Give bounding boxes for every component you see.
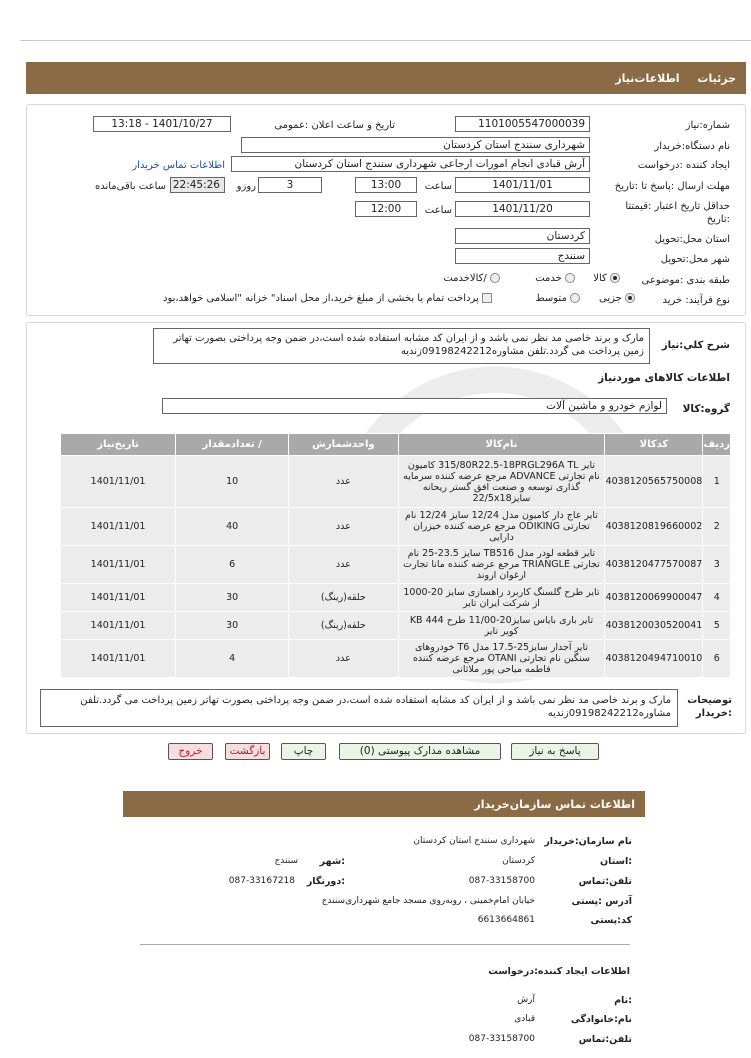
contact-header: اطلاعات تماس سازمان‌خریدار (123, 791, 645, 817)
print-button[interactable]: چاپ (281, 743, 326, 760)
row-unit: حلقه(رینگ) (289, 584, 398, 612)
table-row[interactable] (61, 584, 731, 612)
row-qty: 30 (176, 584, 289, 612)
buyer-org-field: شهرداری سنندج استان کردستان (241, 137, 590, 153)
row-number: 6 (703, 640, 731, 678)
row-qty: 6 (176, 546, 289, 584)
payment-option[interactable] (120, 293, 492, 304)
row-code: 4038120494710010 (605, 640, 703, 678)
contact-city-value: سنندج (274, 856, 298, 866)
payment-checkbox[interactable] (482, 293, 492, 303)
page-header (26, 62, 746, 94)
goods-group-label: گروه:کالا (682, 403, 730, 415)
row-code: 4038120069900047 (605, 584, 703, 612)
row-name: تایر طرح گلسنگ کاربرد راهسازی سایز 20-1000 از شرکت ایران تایر (398, 584, 605, 612)
row-date: 1401/11/01 (61, 546, 176, 584)
tab-need-info[interactable]: اطلاعات‌نیاز (615, 72, 680, 85)
row-qty: 10 (176, 456, 289, 508)
requester-phone-label: تلفن:تماس (578, 1034, 632, 1045)
cat-goods-text: کالا (593, 273, 607, 284)
buyer-org-label: نام دستگاه:خریدار (654, 141, 730, 152)
col-qty: / تعدادمقدار (176, 434, 289, 456)
col-name: نام‌کالا (398, 434, 605, 456)
contact-phone-label: تلفن:تماس (578, 876, 632, 887)
tab-details[interactable]: جزئیات (697, 72, 736, 85)
buyer-contact-link[interactable]: اطلاعات تماس خریدار (132, 160, 225, 171)
row-number: 1 (703, 456, 731, 508)
exit-button[interactable]: خروج (168, 743, 213, 760)
goods-table-header (61, 434, 731, 456)
table-row[interactable] (61, 640, 731, 678)
announce-field: 1401/10/27 - 13:18 (93, 116, 231, 132)
row-code: 4038120565750008 (605, 456, 703, 508)
requester-family-value: قبادی (514, 1014, 535, 1024)
proc-partial-text: جزیی (598, 293, 622, 304)
requester-name-label: :نام (614, 995, 632, 1006)
row-name: تایر قطعه لودر مدل TB516 سایز 23.5-25 نام تجارتی TRIANGLE مرجع عرضه کننده مانا تجارت ارغوان اروند (398, 546, 605, 584)
requester-family-label: نام:خانوادگی (570, 1014, 632, 1025)
days-label: روزو (236, 181, 256, 192)
contact-phone-value: 087-33158700 (468, 876, 535, 886)
row-unit: حلقه(رینگ) (289, 612, 398, 640)
province-field: کردستان (455, 228, 590, 244)
deadline-time-field: 13:00 (355, 177, 417, 193)
row-unit: عدد (289, 456, 398, 508)
deadline-date-field: 1401/11/01 (455, 177, 590, 193)
row-name: تایر عاج دار کامیون مدل 12/24 سایز 12/24 نام تجارتی ODIKING مرجع عرضه کننده خیزران دارایی (398, 508, 605, 546)
back-button[interactable]: بازگشت (225, 743, 270, 760)
city-label: شهر محل:تحویل (660, 254, 730, 265)
category-label: طبقه بندی :موضوعی (641, 275, 730, 286)
table-row[interactable] (61, 612, 731, 640)
creator-label: ایجاد کننده :درخواست (637, 160, 730, 171)
row-number: 2 (703, 508, 731, 546)
row-name: تایر باری بایاس سایز20-11/00 طرح KB 444 کویر تایر (398, 612, 605, 640)
proc-partial-radio[interactable] (625, 293, 635, 303)
buyer-notes-label: توضیحات :خریدار (687, 695, 732, 719)
col-row: ردیف (703, 434, 731, 456)
col-date: تاریخ‌نیاز (61, 434, 176, 456)
goods-info-title: اطلاعات کالاهای موردنیاز (598, 372, 730, 384)
contact-fax-value: 087-33167218 (228, 876, 295, 886)
need-number-label: شماره:نیاز (685, 120, 730, 131)
remaining-label: ساعت باقی‌مانده (94, 181, 166, 192)
general-desc-field: مارک و برند خاصی مد نظر نمی باشد و از ایران کد مشابه استفاده شده است،در ضمن وجه پرداختی بصورت تهاتر زمین پرداخت می گردد.تلفن مشاوره09198242212زندیه (153, 328, 650, 364)
city-field: سنندج (455, 248, 590, 264)
process-label: نوع فرآیند: خرید (662, 295, 730, 306)
validity-date-field: 1401/11/20 (455, 201, 590, 217)
cat-goods-service-option[interactable] (420, 273, 500, 284)
need-number-field: 1101005547000039 (455, 116, 590, 132)
row-unit: عدد (289, 640, 398, 678)
view-attachments-button[interactable]: مشاهده مدارک پیوستی (0) (339, 743, 501, 760)
cat-goods-service-text: /کالاخدمت (443, 273, 487, 284)
row-name: تایر 315/80R22.5-18PRGL296A TL کامیون نام تجارتی ADVANCE مرجع عرضه کننده سرمایه گذاری توسعه و صنعت افق گستر ریحانه سایز22/5x18 (398, 456, 605, 508)
row-date: 1401/11/01 (61, 456, 176, 508)
announce-label: تاریخ و ساعت اعلان :عمومی (274, 120, 395, 131)
row-number: 5 (703, 612, 731, 640)
buyer-notes-field: مارک و برند خاصی مد نظر نمی باشد و از ایران کد مشابه استفاده شده است،در ضمن وجه پرداختی بصورت تهاتر زمین پرداخت می گردد.تلفن مشاوره09198242212زندیه (40, 689, 678, 727)
proc-partial-option[interactable] (585, 293, 635, 304)
proc-medium-text: متوسط (535, 293, 567, 304)
row-name: تایر آجدار سایز25-17.5 مدل T6 خودروهای سنگین نام تجارتی OTANI مرجع عرضه کننده فاطمه میاحی پور ملاثانی (398, 640, 605, 678)
row-unit: عدد (289, 546, 398, 584)
contact-postal-label: کد:پستی (590, 915, 632, 926)
cat-goods-service-radio[interactable] (490, 273, 500, 283)
row-code: 4038120819660002 (605, 508, 703, 546)
cat-goods-radio[interactable] (610, 273, 620, 283)
contact-org-value: شهرداری سنندج استان کردستان (413, 836, 535, 846)
table-row[interactable] (61, 456, 731, 508)
contact-postal-value: 6613664861 (477, 915, 535, 925)
row-qty: 40 (176, 508, 289, 546)
validity-label: حداقل تاریخ اعتبار :قیمتتا :تاریخ (625, 201, 730, 225)
deadline-label: مهلت ارسال :پاسخ تا :تاریخ (614, 181, 730, 192)
contact-city-label: :شهر (319, 856, 345, 867)
goods-table (60, 433, 731, 678)
validity-time-field: 12:00 (355, 201, 417, 217)
requester-name-value: آرش (517, 995, 535, 1005)
contact-fax-label: :دورنگار (306, 876, 345, 887)
row-qty: 30 (176, 612, 289, 640)
cat-service-text: خدمت (535, 273, 562, 284)
validity-time-label: ساعت (424, 205, 452, 216)
requester-title: اطلاعات ایجاد کننده:درخواست (488, 966, 630, 977)
table-row[interactable] (61, 508, 731, 546)
proc-medium-option[interactable] (520, 293, 580, 304)
row-code: 4038120030520041 (605, 612, 703, 640)
contact-province-value: کردستان (502, 856, 535, 866)
row-date: 1401/11/01 (61, 584, 176, 612)
cat-service-radio[interactable] (565, 273, 575, 283)
requester-phone-value: 087-33158700 (468, 1034, 535, 1044)
deadline-time-label: ساعت (424, 181, 452, 192)
reply-button[interactable]: پاسخ به نیاز (511, 743, 599, 760)
row-qty: 4 (176, 640, 289, 678)
row-date: 1401/11/01 (61, 508, 176, 546)
cat-goods-option[interactable] (590, 273, 620, 284)
cat-service-option[interactable] (505, 273, 575, 284)
contact-divider (140, 944, 630, 945)
row-date: 1401/11/01 (61, 612, 176, 640)
row-date: 1401/11/01 (61, 640, 176, 678)
creator-field: آرش قبادی انجام امورات ارجاعی شهرداری سنندج استان کردستان (231, 156, 590, 172)
province-label: استان محل:تحویل (654, 234, 730, 245)
col-unit: واحدشمارش (289, 434, 398, 456)
contact-org-label: نام سازمان:خریدار (544, 836, 632, 847)
goods-group-field: لوازم خودرو و ماشین آلات (162, 398, 667, 414)
table-row[interactable] (61, 546, 731, 584)
col-code: کدکالا (605, 434, 703, 456)
row-code: 4038120477570087 (605, 546, 703, 584)
row-number: 3 (703, 546, 731, 584)
payment-note-text: پرداخت تمام یا بخشی از مبلغ خرید،از محل اسناد" خزانه "اسلامی خواهد،بود (163, 293, 479, 304)
general-desc-label: شرح کلي:نياز (661, 340, 730, 351)
row-unit: عدد (289, 508, 398, 546)
top-divider (20, 40, 751, 41)
contact-address-value: خیابان امام‌خمینی ، روبه‌روی مسجد جامع شهرداری‌سنندج (321, 896, 535, 906)
contact-address-label: آدرس :پستی (571, 896, 632, 907)
row-number: 4 (703, 584, 731, 612)
proc-medium-radio[interactable] (570, 293, 580, 303)
days-field: 3 (258, 177, 322, 193)
contact-province-label: :استان (600, 856, 632, 867)
remaining-time-field: 22:45:26 (170, 177, 225, 193)
